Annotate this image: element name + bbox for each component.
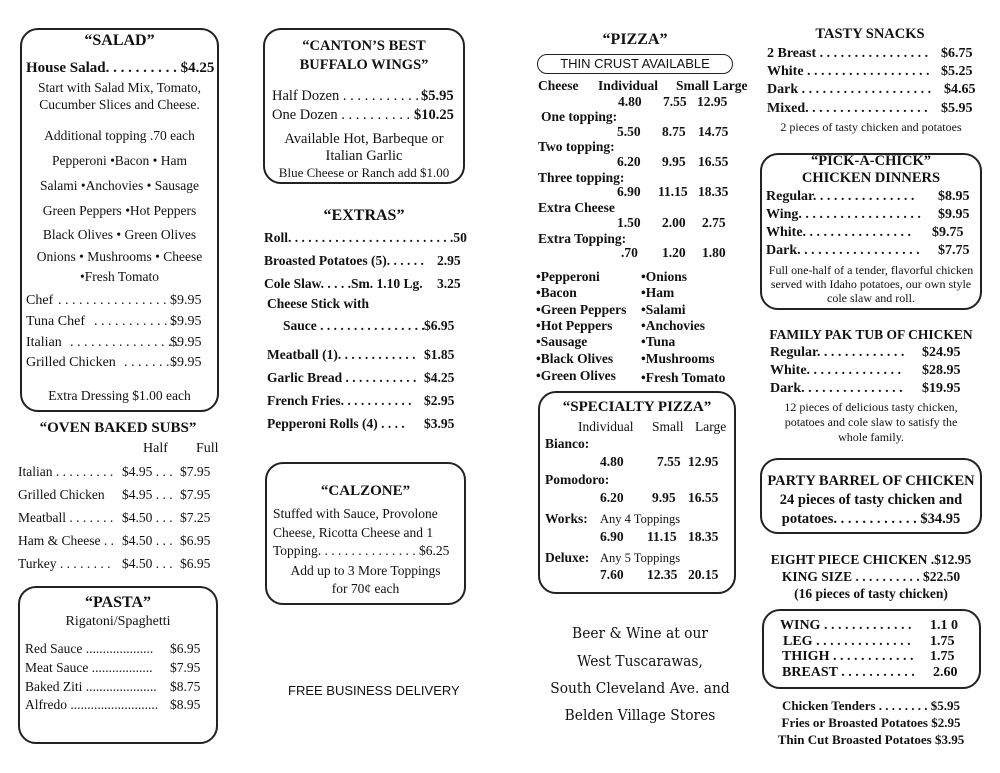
- pizza-topping: •Mushrooms: [641, 351, 715, 366]
- specialty-note: Any 4 Toppings: [600, 512, 681, 526]
- wings-item: One Dozen . . . . . . . . . .: [272, 107, 411, 123]
- beer-wine-line: West Tuscarawas,: [577, 652, 703, 670]
- extras-price: 2.95: [437, 253, 461, 268]
- calzone-line: Topping. . . . . . . . . . . . . . . $6.25: [273, 543, 450, 558]
- pizza-val: 2.75: [702, 215, 726, 230]
- barrel-title: PARTY BARREL OF CHICKEN: [767, 473, 975, 489]
- salad-topping: Green Peppers •Hot Peppers: [42, 203, 197, 218]
- wings-item: Half Dozen . . . . . . . . . . .: [272, 88, 419, 104]
- king-size-note: (16 pieces of tasty chicken): [794, 586, 948, 601]
- pizza-row-label: One topping:: [541, 109, 618, 124]
- sub-full: $6.95: [180, 556, 211, 571]
- pizza-header: Cheese: [538, 78, 579, 93]
- pizza-topping: •Salami: [641, 302, 686, 317]
- pizza-topping: •Ham: [641, 285, 675, 300]
- pizza-topping: •Green Olives: [536, 368, 616, 383]
- pizza-header: Large: [713, 78, 748, 93]
- salad-title: “SALAD”: [84, 32, 155, 49]
- pizza-val: 1.20: [662, 245, 686, 260]
- wings-price: $5.95: [421, 88, 454, 104]
- pickachick-note: Full one-half of a tender, flavorful chicken: [768, 263, 974, 277]
- salad-item-price: $9.95: [170, 293, 202, 308]
- pizza-topping: •Black Olives: [536, 351, 614, 366]
- sub-name: Grilled Chicken: [18, 487, 105, 502]
- pizza-row-label: Extra Cheese: [538, 200, 615, 215]
- sub-half: $4.95 . . .: [122, 464, 173, 479]
- free-delivery: FREE BUSINESS DELIVERY: [288, 683, 460, 698]
- extras-item: Cheese Stick with: [267, 296, 369, 311]
- extras-item: Garlic Bread . . . . . . . . . . .: [267, 370, 417, 385]
- beer-wine-line: Belden Village Stores: [564, 706, 716, 724]
- extra-dressing: Extra Dressing $1.00 each: [48, 388, 191, 403]
- pickachick-title-2: CHICKEN DINNERS: [801, 170, 941, 186]
- pasta-item: Meat Sauce ..................: [25, 660, 153, 675]
- snacks-item: 2 Breast . . . . . . . . . . . . . . . .: [767, 46, 929, 61]
- extras-item: Broasted Potatoes (5). . . . . .: [264, 253, 424, 268]
- sub-full: $7.95: [180, 487, 211, 502]
- salad-topping: •Fresh Tomato: [80, 269, 159, 284]
- calzone-line: Add up to 3 More Toppings: [290, 563, 441, 578]
- sub-full: $7.25: [180, 510, 211, 525]
- pickachick-price: $7.75: [938, 243, 970, 258]
- extras-item: Sauce . . . . . . . . . . . . . . . .: [283, 318, 425, 333]
- specialty-header: Large: [695, 419, 727, 434]
- salad-item-dots: . . . . . . . . . . . . . . . .: [70, 335, 179, 350]
- thin-crust-label: THIN CRUST AVAILABLE: [560, 56, 710, 71]
- pizza-topping: •Hot Peppers: [536, 318, 613, 333]
- specialty-val: 7.55: [657, 454, 681, 469]
- specialty-val: 4.80: [600, 454, 624, 469]
- pizza-val: 11.15: [658, 184, 688, 199]
- salad-topping: Onions • Mushrooms • Cheese: [36, 249, 203, 264]
- pizza-val: 14.75: [698, 124, 729, 139]
- pizza-val: 8.75: [662, 124, 686, 139]
- pizza-val: 16.55: [698, 154, 729, 169]
- salad-item-price: $9.95: [170, 355, 202, 370]
- snacks-title: TASTY SNACKS: [815, 26, 925, 42]
- snacks-price: $6.75: [941, 46, 973, 61]
- pizza-val: 5.50: [617, 124, 641, 139]
- extras-price: $4.25: [424, 370, 455, 385]
- extras-title: “EXTRAS”: [323, 207, 405, 224]
- specialty-val: 16.55: [688, 490, 719, 505]
- familypak-price: $24.95: [922, 345, 961, 360]
- sub-half: $4.50 . . .: [122, 533, 173, 548]
- additional-topping: Additional topping .70 each: [44, 128, 195, 143]
- pizza-val: 1.80: [702, 245, 726, 260]
- salad-item-name: Grilled Chicken: [26, 355, 116, 370]
- calzone-line: Cheese, Ricotta Cheese and 1: [273, 525, 434, 540]
- pickachick-item: Dark. . . . . . . . . . . . . . . . . .: [766, 243, 920, 258]
- subs-title: “OVEN BAKED SUBS”: [39, 420, 197, 436]
- pizza-val: 2.00: [662, 215, 686, 230]
- wings-note: Blue Cheese or Ranch add $1.00: [278, 165, 450, 180]
- pasta-price: $8.75: [170, 679, 201, 694]
- piece-item: BREAST . . . . . . . . . . .: [782, 665, 915, 680]
- sub-name: Ham & Cheese . .: [18, 533, 114, 548]
- barrel-line: 24 pieces of tasty chicken and: [779, 492, 963, 508]
- sub-full: $7.95: [180, 464, 211, 479]
- specialty-val: 7.60: [600, 567, 624, 582]
- sub-half: $4.50 . . .: [122, 510, 173, 525]
- pasta-price: $8.95: [170, 697, 201, 712]
- pickachick-note: cole slaw and roll.: [827, 291, 915, 305]
- pizza-title: “PIZZA”: [602, 31, 668, 48]
- salad-topping: Salami •Anchovies • Sausage: [39, 178, 200, 193]
- extras-price: $3.95: [424, 416, 455, 431]
- extras-item: Pepperoni Rolls (4) . . . .: [267, 416, 405, 431]
- pizza-row-label: Extra Topping:: [538, 231, 627, 246]
- barrel-line: potatoes. . . . . . . . . . . . $34.95: [781, 511, 961, 527]
- familypak-price: $28.95: [922, 363, 961, 378]
- pizza-val: 12.95: [697, 94, 728, 109]
- pasta-title: “PASTA”: [84, 594, 152, 611]
- salad-item-price: $9.95: [170, 335, 202, 350]
- specialty-val: 6.90: [600, 529, 624, 544]
- pickachick-item: White. . . . . . . . . . . . . . . .: [766, 225, 912, 240]
- sub-name: Turkey . . . . . . . .: [18, 556, 111, 571]
- extras-price: 3.25: [437, 276, 461, 291]
- extras-price: $6.95: [424, 318, 455, 333]
- snacks-item: White . . . . . . . . . . . . . . . . . .: [767, 64, 930, 79]
- pizza-val: 18.35: [698, 184, 729, 199]
- extras-item: Meatball (1). . . . . . . . . . . .: [267, 347, 416, 362]
- pizza-val: .70: [621, 245, 638, 260]
- snacks-note: 2 pieces of tasty chicken and potatoes: [780, 120, 962, 134]
- salad-item-name: Tuna Chef: [26, 314, 85, 329]
- familypak-item: White. . . . . . . . . . . . . .: [770, 363, 902, 378]
- pasta-price: $7.95: [170, 660, 201, 675]
- specialty-val: 9.95: [652, 490, 676, 505]
- pizza-val: 1.50: [617, 215, 641, 230]
- pickachick-title-1: “PICK-A-CHICK”: [810, 153, 932, 169]
- familypak-note: whole family.: [838, 430, 904, 444]
- snacks-price: $5.25: [941, 64, 973, 79]
- snacks-price: $4.65: [944, 82, 976, 97]
- specialty-title: “SPECIALTY PIZZA”: [562, 399, 712, 415]
- king-size: KING SIZE . . . . . . . . . . $22.50: [781, 569, 961, 584]
- pasta-item: Baked Ziti .....................: [25, 679, 157, 694]
- pizza-val: 9.95: [662, 154, 686, 169]
- subs-full-header: Full: [196, 441, 219, 456]
- pizza-val: 6.20: [617, 154, 641, 169]
- house-salad-desc-1: Start with Salad Mix, Tomato,: [37, 80, 202, 95]
- extras-price: $1.85: [424, 347, 455, 362]
- pickachick-price: $9.95: [938, 207, 970, 222]
- pizza-topping: •Onions: [641, 269, 687, 284]
- snacks-item: Dark . . . . . . . . . . . . . . . . . . .: [767, 82, 932, 97]
- pizza-topping: •Anchovies: [641, 318, 705, 333]
- house-salad-desc-2: Cucumber Slices and Cheese.: [39, 97, 200, 112]
- specialty-name: Works:: [545, 511, 588, 526]
- salad-item-dots: . . . . . . . .: [124, 355, 177, 370]
- pizza-val: 4.80: [618, 94, 642, 109]
- pasta-item: Red Sauce ....................: [25, 641, 154, 656]
- wings-title-2: BUFFALO WINGS”: [299, 57, 429, 73]
- pizza-header: Individual: [598, 78, 659, 93]
- specialty-val: 12.35: [647, 567, 678, 582]
- calzone-title: “CALZONE”: [320, 483, 411, 499]
- extras-price: .50: [450, 230, 467, 245]
- sub-name: Meatball . . . . . . .: [18, 510, 114, 525]
- pizza-topping: •Pepperoni: [536, 269, 600, 284]
- sub-half: $4.95 . . .: [122, 487, 173, 502]
- specialty-val: 6.20: [600, 490, 624, 505]
- pizza-val: 6.90: [617, 184, 641, 199]
- piece-price: 1.1 0: [930, 618, 958, 633]
- pizza-topping: •Tuna: [641, 334, 676, 349]
- familypak-item: Dark. . . . . . . . . . . . . . .: [770, 381, 903, 396]
- pizza-val: 7.55: [663, 94, 687, 109]
- specialty-header: Individual: [578, 419, 634, 434]
- salad-item-name: Italian: [26, 335, 62, 350]
- specialty-val: 12.95: [688, 454, 719, 469]
- pizza-topping: •Fresh Tomato: [641, 370, 726, 385]
- beer-wine-line: Beer & Wine at our: [572, 624, 708, 642]
- specialty-name: Pomodoro:: [545, 472, 610, 487]
- sub-name: Italian . . . . . . . . .: [18, 464, 114, 479]
- thin-cut-broasted: Thin Cut Broasted Potatoes $3.95: [777, 732, 965, 747]
- familypak-note: 12 pieces of delicious tasty chicken,: [784, 400, 958, 414]
- salad-topping: Black Olives • Green Olives: [42, 227, 197, 242]
- salad-item-dots: . . . . . . . . . . . .: [94, 314, 175, 329]
- specialty-val: 20.15: [688, 567, 719, 582]
- pasta-price: $6.95: [170, 641, 201, 656]
- specialty-val: 11.15: [647, 529, 677, 544]
- pasta-item: Alfredo ..........................: [25, 697, 159, 712]
- salad-topping: Pepperoni •Bacon • Ham: [51, 153, 188, 168]
- sub-full: $6.95: [180, 533, 211, 548]
- specialty-note: Any 5 Toppings: [600, 551, 681, 565]
- eight-piece: EIGHT PIECE CHICKEN .$12.95: [770, 552, 972, 567]
- pickachick-item: Regular. . . . . . . . . . . . . . .: [766, 189, 915, 204]
- familypak-price: $19.95: [922, 381, 961, 396]
- specialty-header: Small: [652, 419, 684, 434]
- salad-item-name: Chef: [26, 293, 54, 308]
- extras-item: French Fries. . . . . . . . . . .: [267, 393, 412, 408]
- pizza-row-label: Two topping:: [538, 139, 615, 154]
- pizza-topping: •Bacon: [536, 285, 577, 300]
- piece-item: LEG . . . . . . . . . . . . . .: [783, 634, 911, 649]
- piece-price: 2.60: [933, 665, 958, 680]
- pizza-row-label: Three topping:: [538, 170, 625, 185]
- familypak-note: potatoes and cole slaw to satisfy the: [784, 415, 958, 429]
- familypak-item: Regular. . . . . . . . . . . . .: [770, 345, 905, 360]
- pickachick-note: served with Idaho potatoes, our own style: [770, 277, 972, 291]
- piece-item: WING . . . . . . . . . . . . .: [780, 618, 912, 633]
- piece-item: THIGH . . . . . . . . . . . .: [782, 649, 914, 664]
- pickachick-item: Wing. . . . . . . . . . . . . . . . . .: [766, 207, 921, 222]
- calzone-line: for 70¢ each: [331, 581, 400, 596]
- pickachick-price: $8.95: [938, 189, 970, 204]
- pasta-subtitle: Rigatoni/Spaghetti: [65, 614, 171, 629]
- extras-item: Roll. . . . . . . . . . . . . . . . . . . . . . . .: [264, 230, 447, 245]
- pizza-topping: •Green Peppers: [536, 302, 627, 317]
- chicken-tenders: Chicken Tenders . . . . . . . . $5.95: [781, 698, 961, 713]
- familypak-title: FAMILY PAK TUB OF CHICKEN: [769, 327, 973, 342]
- subs-half-header: Half: [143, 441, 168, 456]
- specialty-val: 18.35: [688, 529, 719, 544]
- pizza-topping: •Sausage: [536, 334, 588, 349]
- piece-price: 1.75: [930, 649, 955, 664]
- snacks-item: Mixed. . . . . . . . . . . . . . . . . .: [767, 101, 928, 116]
- pizza-header: Small: [676, 78, 710, 93]
- snacks-price: $5.95: [941, 101, 973, 116]
- piece-price: 1.75: [930, 634, 955, 649]
- extras-item: Cole Slaw. . . . .Sm. 1.10 Lg.: [264, 276, 423, 291]
- beer-wine-line: South Cleveland Ave. and: [550, 679, 730, 697]
- specialty-name: Bianco:: [545, 436, 590, 451]
- wings-note: Available Hot, Barbeque or: [284, 131, 444, 147]
- salad-item-price: $9.95: [170, 314, 202, 329]
- salad-item-dots: . . . . . . . . . . . . . . . .: [58, 293, 167, 308]
- fries-broasted: Fries or Broasted Potatoes $2.95: [781, 715, 961, 730]
- wings-title-1: “CANTON’S BEST: [302, 38, 426, 54]
- extras-price: $2.95: [424, 393, 455, 408]
- wings-note: Italian Garlic: [325, 148, 403, 164]
- specialty-name: Deluxe:: [545, 550, 590, 565]
- pickachick-price: $9.75: [932, 225, 964, 240]
- calzone-line: Stuffed with Sauce, Provolone: [273, 506, 438, 521]
- wings-price: $10.25: [414, 107, 454, 123]
- house-salad: House Salad. . . . . . . . . . $4.25: [26, 60, 215, 76]
- sub-half: $4.50 . . .: [122, 556, 173, 571]
